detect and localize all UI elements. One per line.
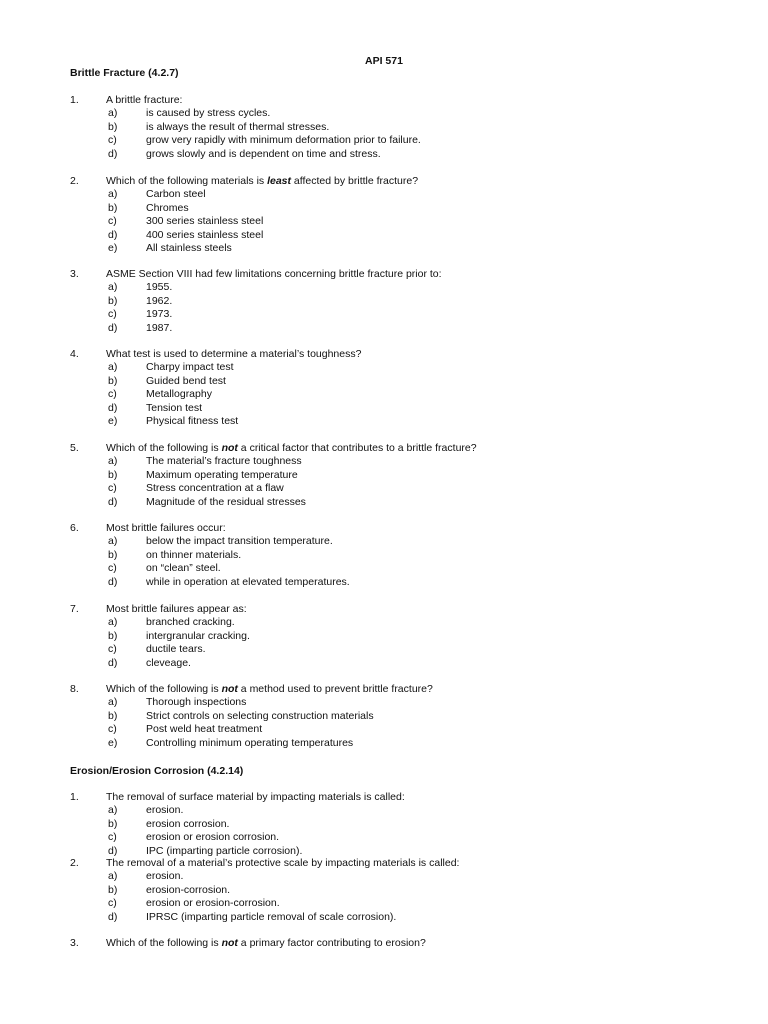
- question-text-pre: Which of the following is: [106, 937, 222, 949]
- question-block: [0, 348, 768, 428]
- answer-option: [0, 818, 768, 831]
- question-text-post: affected by brittle fracture?: [291, 175, 419, 187]
- question-block: [0, 857, 768, 924]
- answer-option: [0, 107, 768, 120]
- option-label: d): [108, 228, 118, 241]
- option-label: d): [108, 147, 118, 160]
- answer-option: [0, 911, 768, 924]
- option-label: d): [108, 656, 118, 669]
- answer-option: [0, 308, 768, 321]
- option-label: b): [108, 294, 118, 307]
- option-label: d): [108, 844, 118, 857]
- option-label: a): [108, 616, 118, 629]
- question-number: 6.: [70, 522, 79, 534]
- option-label: c): [108, 897, 117, 910]
- answer-option: [0, 576, 768, 589]
- option-label: b): [108, 120, 118, 133]
- question-number: 3.: [70, 937, 79, 949]
- question-text: ASME Section VIII had few limitations concerning brittle fracture prior to:: [106, 268, 442, 280]
- option-label: e): [108, 736, 118, 749]
- option-label: c): [108, 643, 117, 656]
- option-text: erosion or erosion corrosion.: [146, 831, 280, 844]
- option-label: a): [108, 696, 118, 709]
- question-number: 5.: [70, 442, 79, 454]
- answer-option: [0, 281, 768, 294]
- answer-option: [0, 242, 768, 255]
- option-label: b): [108, 709, 118, 722]
- option-label: a): [108, 455, 118, 468]
- question-block: [0, 683, 768, 750]
- question-block: [0, 442, 768, 509]
- answer-option: [0, 482, 768, 495]
- question-text: What test is used to determine a material’s toughness?: [106, 348, 362, 360]
- question-block: [0, 94, 768, 161]
- option-text: IPC (imparting particle corrosion).: [146, 844, 303, 857]
- question-line: [0, 937, 768, 950]
- option-text: Post weld heat treatment: [146, 723, 263, 736]
- question-line: [0, 348, 768, 361]
- question-block: [0, 175, 768, 255]
- option-label: e): [108, 241, 118, 254]
- answer-option: [0, 845, 768, 858]
- question-text-pre: Which of the following is: [106, 442, 222, 454]
- question-number: 4.: [70, 348, 79, 360]
- question-text-post: a method used to prevent brittle fracture?: [237, 683, 433, 695]
- option-label: b): [108, 201, 118, 214]
- question-text-pre: Which of the following is: [106, 683, 222, 695]
- answer-option: [0, 202, 768, 215]
- section-title: Brittle Fracture (4.2.7): [70, 67, 179, 79]
- page-header: API 571: [365, 55, 403, 67]
- question-text-post: a primary factor contributing to erosion?: [237, 937, 426, 949]
- option-text: Carbon steel: [146, 188, 206, 201]
- option-text: erosion or erosion-corrosion.: [146, 897, 280, 910]
- option-label: c): [108, 482, 117, 495]
- option-label: b): [108, 629, 118, 642]
- answer-option: [0, 455, 768, 468]
- option-text: Thorough inspections: [146, 696, 247, 709]
- question-text-pre: Which of the following materials is: [106, 175, 268, 187]
- option-text: Strict controls on selecting construction materials: [146, 709, 374, 722]
- answer-option: [0, 188, 768, 201]
- option-label: b): [108, 548, 118, 561]
- option-text: Physical fitness test: [146, 414, 239, 427]
- option-label: c): [108, 723, 117, 736]
- option-text: branched cracking.: [146, 616, 235, 629]
- option-text: ductile tears.: [146, 643, 206, 656]
- option-label: b): [108, 468, 118, 481]
- option-text: 300 series stainless steel: [146, 215, 264, 228]
- option-label: c): [108, 215, 117, 228]
- question-line: [0, 268, 768, 281]
- option-text: 1987.: [146, 321, 173, 334]
- answer-option: [0, 215, 768, 228]
- answer-option: [0, 710, 768, 723]
- option-label: b): [108, 817, 118, 830]
- section-title: Erosion/Erosion Corrosion (4.2.14): [70, 765, 244, 777]
- option-text: erosion-corrosion.: [146, 883, 231, 896]
- answer-option: [0, 496, 768, 509]
- answer-option: [0, 121, 768, 134]
- option-text: Maximum operating temperature: [146, 468, 298, 481]
- option-label: d): [108, 321, 118, 334]
- option-text: Chromes: [146, 201, 189, 214]
- answer-option: [0, 562, 768, 575]
- answer-option: [0, 322, 768, 335]
- option-text: 1962.: [146, 294, 173, 307]
- option-label: d): [108, 495, 118, 508]
- answer-option: [0, 295, 768, 308]
- answer-option: [0, 375, 768, 388]
- question-text: Most brittle failures occur:: [106, 522, 226, 534]
- answer-option: [0, 361, 768, 374]
- option-text: The material’s fracture toughness: [146, 455, 302, 468]
- answer-option: [0, 148, 768, 161]
- option-text: Guided bend test: [146, 374, 226, 387]
- option-label: a): [108, 870, 118, 883]
- option-text: All stainless steels: [146, 241, 232, 254]
- question-text: [106, 175, 418, 188]
- option-label: d): [108, 575, 118, 588]
- question-block: [0, 937, 768, 950]
- option-text: Charpy impact test: [146, 361, 234, 374]
- option-text: erosion corrosion.: [146, 817, 230, 830]
- question-line: [0, 522, 768, 535]
- question-keyword: not: [221, 442, 238, 454]
- option-label: c): [108, 831, 117, 844]
- option-label: a): [108, 535, 118, 548]
- answer-option: [0, 415, 768, 428]
- option-text: below the impact transition temperature.: [146, 535, 333, 548]
- question-text-post: a critical factor that contributes to a brittle fracture?: [237, 442, 477, 454]
- option-text: cleveage.: [146, 656, 191, 669]
- option-label: b): [108, 374, 118, 387]
- question-line: [0, 603, 768, 616]
- option-text: grow very rapidly with minimum deformation prior to failure.: [146, 134, 421, 147]
- option-label: a): [108, 361, 118, 374]
- answer-option: [0, 535, 768, 548]
- option-text: Metallography: [146, 388, 212, 401]
- answer-option: [0, 616, 768, 629]
- question-line: [0, 94, 768, 107]
- option-text: Controlling minimum operating temperatures: [146, 736, 354, 749]
- question-number: 2.: [70, 175, 79, 187]
- question-line: [0, 791, 768, 804]
- option-label: d): [108, 910, 118, 923]
- question-line: [0, 442, 768, 455]
- option-label: b): [108, 883, 118, 896]
- option-text: Magnitude of the residual stresses: [146, 495, 306, 508]
- question-block: [0, 268, 768, 335]
- option-text: IPRSC (imparting particle removal of scale corrosion).: [146, 910, 397, 923]
- option-label: a): [108, 804, 118, 817]
- option-text: is caused by stress cycles.: [146, 107, 271, 120]
- option-label: a): [108, 188, 118, 201]
- option-text: is always the result of thermal stresses.: [146, 120, 330, 133]
- option-text: Tension test: [146, 401, 203, 414]
- option-label: c): [108, 388, 117, 401]
- option-text: erosion.: [146, 870, 184, 883]
- question-text: The removal of a material’s protective scale by impacting materials is called:: [106, 857, 460, 869]
- answer-option: [0, 804, 768, 817]
- answer-option: [0, 831, 768, 844]
- option-label: c): [108, 134, 117, 147]
- answer-option: [0, 696, 768, 709]
- answer-option: [0, 884, 768, 897]
- question-block: [0, 522, 768, 589]
- answer-option: [0, 134, 768, 147]
- question-block: [0, 603, 768, 670]
- option-label: c): [108, 562, 117, 575]
- question-keyword: not: [221, 683, 238, 695]
- answer-option: [0, 469, 768, 482]
- question-text: [106, 683, 433, 696]
- question-number: 2.: [70, 857, 79, 869]
- option-label: d): [108, 401, 118, 414]
- answer-option: [0, 870, 768, 883]
- answer-option: [0, 402, 768, 415]
- question-line: [0, 683, 768, 696]
- option-label: c): [108, 308, 117, 321]
- option-text: 1955.: [146, 281, 173, 294]
- question-text: [106, 937, 426, 950]
- question-number: 1.: [70, 791, 79, 803]
- question-number: 1.: [70, 94, 79, 106]
- option-text: Stress concentration at a flaw: [146, 482, 284, 495]
- answer-option: [0, 723, 768, 736]
- option-text: on “clean” steel.: [146, 562, 221, 575]
- option-text: erosion.: [146, 804, 184, 817]
- question-block: [0, 791, 768, 858]
- question-keyword: not: [221, 937, 238, 949]
- question-text: The removal of surface material by impacting materials is called:: [106, 791, 405, 803]
- answer-option: [0, 657, 768, 670]
- question-text: Most brittle failures appear as:: [106, 603, 247, 615]
- answer-option: [0, 229, 768, 242]
- option-label: a): [108, 107, 118, 120]
- question-text: A brittle fracture:: [106, 94, 183, 106]
- question-line: [0, 857, 768, 870]
- option-label: a): [108, 281, 118, 294]
- option-text: while in operation at elevated temperatures.: [146, 575, 350, 588]
- question-keyword: least: [267, 175, 292, 187]
- answer-option: [0, 549, 768, 562]
- question-text: [106, 442, 477, 455]
- option-text: intergranular cracking.: [146, 629, 250, 642]
- answer-option: [0, 643, 768, 656]
- answer-option: [0, 897, 768, 910]
- question-number: 8.: [70, 683, 79, 695]
- answer-option: [0, 630, 768, 643]
- answer-option: [0, 388, 768, 401]
- option-text: 400 series stainless steel: [146, 228, 264, 241]
- option-label: e): [108, 414, 118, 427]
- question-line: [0, 175, 768, 188]
- option-text: 1973.: [146, 308, 173, 321]
- question-number: 3.: [70, 268, 79, 280]
- question-number: 7.: [70, 603, 79, 615]
- option-text: grows slowly and is dependent on time and stress.: [146, 147, 381, 160]
- option-text: on thinner materials.: [146, 548, 242, 561]
- answer-option: [0, 737, 768, 750]
